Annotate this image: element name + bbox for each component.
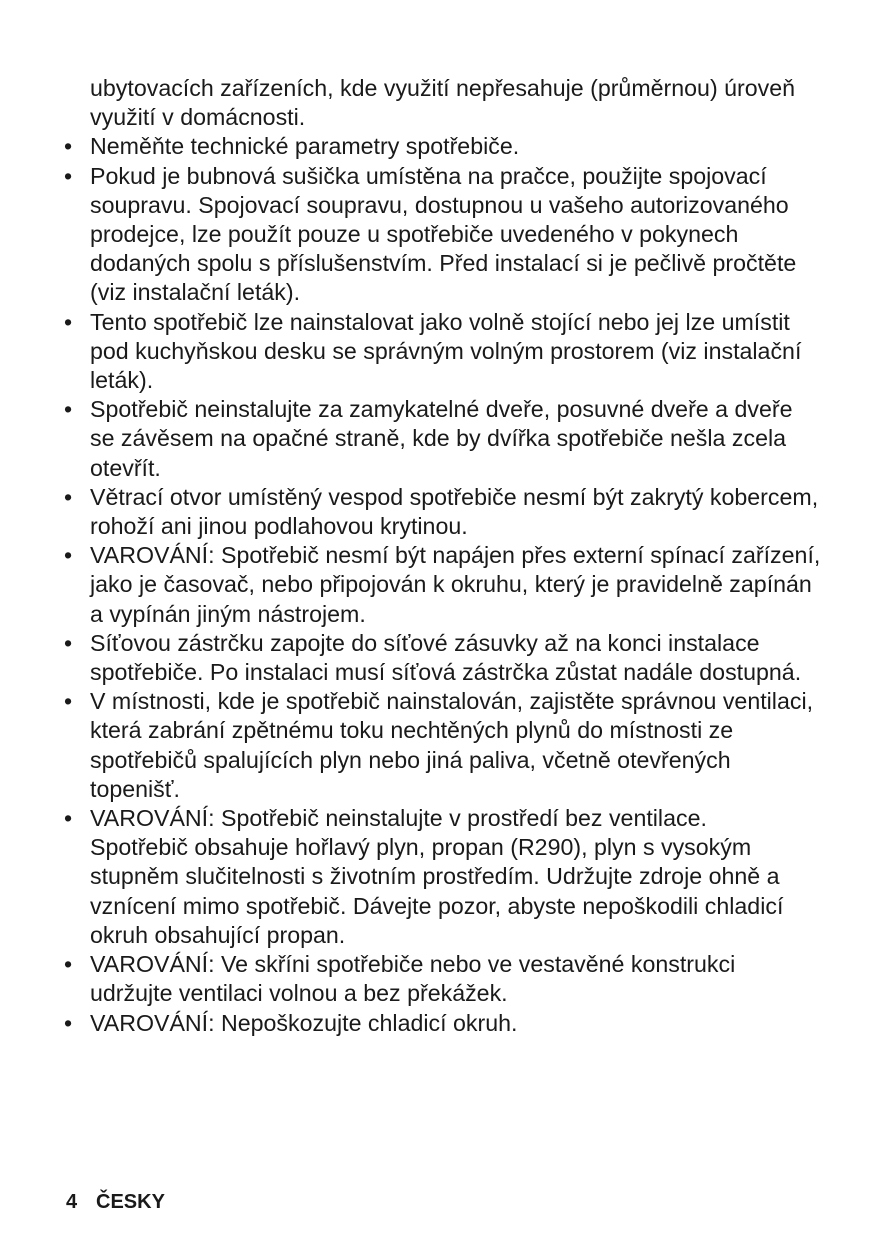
bullet-item-extra-text: Spotřebič obsahuje hořlavý plyn, propan (R290), plyn s vysokým stupněm slučitelnosti s životním prostředím. Udržujte zdroje ohně a vznícení mimo spotřebič. Dávejte pozor, abyste nepoškodili chladicí okruh obsahující propan. bbox=[90, 834, 784, 948]
bullet-item: • Síťovou zástrčku zapojte do síťové zásuvky až na konci instalace spotřebiče. Po instalaci musí síťová zástrčka zůstat nadále dostupná. bbox=[62, 629, 822, 687]
bullet-item: • Pokud je bubnová sušička umístěna na pračce, použijte spojovací soupravu. Spojovací soupravu, dostupnou u vašeho autorizovaného prodejce, lze použít pouze u spotřebiče uvedeného v pokynech dodaných spolu s příslušenstvím. Před instalací si je pečlivě pročtěte (viz instalační leták). bbox=[62, 162, 822, 308]
bullet-item: • V místnosti, kde je spotřebič nainstalován, zajistěte správnou ventilaci, která zabrání zpětnému toku nechtěných plynů do místnosti ze spotřebičů spalujících plyn nebo jiná paliva, včetně otevřených topenišť. bbox=[62, 687, 822, 804]
continued-paragraph: ubytovacích zařízeních, kde využití nepřesahuje (průměrnou) úroveň využití v domácnosti. bbox=[90, 75, 796, 131]
bullet-item: • VAROVÁNÍ: Nepoškozujte chladicí okruh. bbox=[62, 1009, 822, 1038]
footer-language: ČESKY bbox=[96, 1191, 165, 1213]
page-content bbox=[62, 74, 822, 1038]
bullet-item: • Spotřebič neinstalujte za zamykatelné dveře, posuvné dveře a dveře se závěsem na opačné straně, kde by dvířka spotřebiče nešla zcela otevřít. bbox=[62, 395, 822, 483]
safety-bullet-list bbox=[62, 132, 822, 1037]
bullet-item-text: VAROVÁNÍ: Spotřebič neinstalujte v prostředí bez ventilace. bbox=[90, 805, 707, 832]
page-footer bbox=[66, 1191, 165, 1214]
bullet-item: • VAROVÁNÍ: Ve skříni spotřebiče nebo ve vestavěné konstrukci udržujte ventilaci volnou a bez překážek. bbox=[62, 950, 822, 1008]
bullet-item: • VAROVÁNÍ: Spotřebič nesmí být napájen přes externí spínací zařízení, jako je časovač, nebo připojován k okruhu, který je pravidelně zapínán a vypínán jiným nástrojem. bbox=[62, 541, 822, 629]
bullet-item: • Větrací otvor umístěný vespod spotřebiče nesmí být zakrytý kobercem, rohoží ani jinou podlahovou krytinou. bbox=[62, 483, 822, 541]
bullet-item: • Neměňte technické parametry spotřebiče. bbox=[62, 132, 822, 161]
bullet-item: • Tento spotřebič lze nainstalovat jako volně stojící nebo jej lze umístit pod kuchyňskou desku se správným volným prostorem (viz instalační leták). bbox=[62, 308, 822, 396]
page-number: 4 bbox=[66, 1191, 78, 1213]
bullet-item-warning-ventilation bbox=[62, 804, 822, 950]
